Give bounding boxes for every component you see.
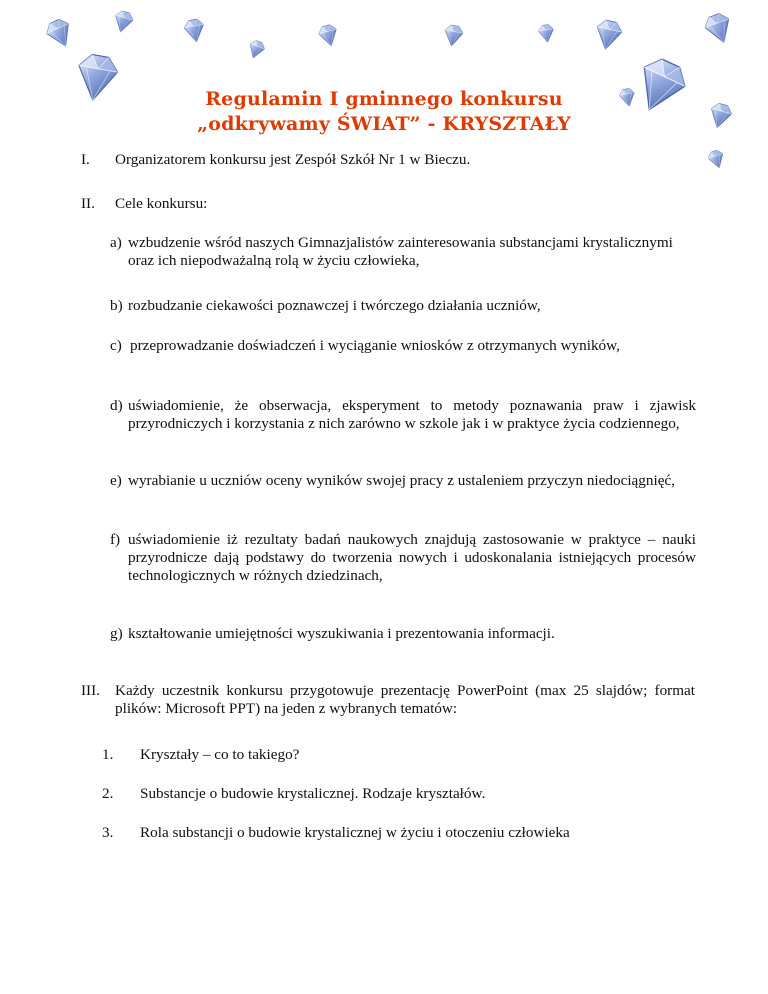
diamond-icon — [534, 21, 559, 46]
topic-text: Rola substancji o budowie krystalicznej w życiu i otoczeniu człowieka — [140, 824, 570, 841]
section-text: Każdy uczestnik konkursu przygotowuje prezentację PowerPoint (max 25 slajdów; format plików: Microsoft PPT) na jeden z wybranych tematów: — [115, 682, 695, 717]
topic-number: 3. — [102, 824, 114, 841]
diamond-icon — [178, 14, 210, 46]
list-text: kształtowanie umiejętności wyszukiwania i prezentowania informacji. — [128, 625, 555, 642]
list-label: e) — [110, 472, 122, 489]
section-number: III. — [81, 682, 100, 699]
diamond-icon — [312, 19, 344, 51]
section-text: Cele konkursu: — [115, 195, 208, 212]
list-label: c) — [110, 337, 122, 354]
list-item — [110, 397, 696, 433]
list-label: a) — [110, 234, 122, 251]
diamond-icon — [702, 145, 730, 173]
title-line-1: Regulamin I gminnego konkursu — [205, 88, 563, 110]
list-text: przeprowadzanie doświadczeń i wyciąganie wniosków z otrzymanych wyników, — [130, 337, 620, 354]
list-label: f) — [110, 531, 121, 548]
list-label: b) — [110, 297, 123, 314]
list-item — [110, 531, 696, 585]
title-line-2: „odkrywamy ŚWIAT” - KRYSZTAŁY — [197, 113, 571, 135]
list-text: uświadomienie, że obserwacja, eksperyment to metody poznawania praw i zjawisk przyrodniczych i korzystania z nich zarówno w szkole jak i w praktyce życia codziennego, — [128, 397, 696, 432]
topic-number: 1. — [102, 746, 114, 763]
diamond-icon — [587, 13, 630, 56]
diamond-icon — [242, 35, 270, 63]
list-item — [110, 234, 696, 270]
diamond-icon — [695, 5, 741, 51]
section-text: Organizatorem konkursu jest Zespół Szkół Nr 1 w Bieczu. — [115, 151, 471, 168]
section-number: I. — [81, 151, 90, 168]
list-item — [110, 297, 696, 315]
list-item — [110, 472, 696, 490]
list-text: rozbudzanie ciekawości poznawczej i twórczego działania uczniów, — [128, 297, 541, 314]
list-text: wyrabianie u uczniów oceny wyników swojej pracy z ustaleniem przyczyn niedociągnięć, — [128, 472, 675, 489]
topic-text: Kryształy – co to takiego? — [140, 746, 300, 763]
topic-text: Substancje o budowie krystalicznej. Rodzaje kryształów. — [140, 785, 486, 802]
list-label: g) — [110, 625, 123, 642]
list-label: d) — [110, 397, 123, 414]
list-text: wzbudzenie wśród naszych Gimnazjalistów zainteresowania substancjami krystalicznymi oraz ich niepodważalną rolą w życiu człowieka, — [128, 234, 673, 269]
diamond-icon — [107, 5, 139, 37]
list-text: uświadomienie iż rezultaty badań naukowych znajdują zastosowanie w praktyce – nauki przyrodnicze dają podstawy do tworzenia nowych i udoskonalania istniejących procesów technologicznych w różnych dziedzinach, — [128, 531, 696, 584]
diamond-icon — [438, 20, 468, 50]
topic-number: 2. — [102, 785, 114, 802]
list-item — [110, 337, 696, 355]
section-number: II. — [81, 195, 95, 212]
list-item — [110, 625, 696, 643]
